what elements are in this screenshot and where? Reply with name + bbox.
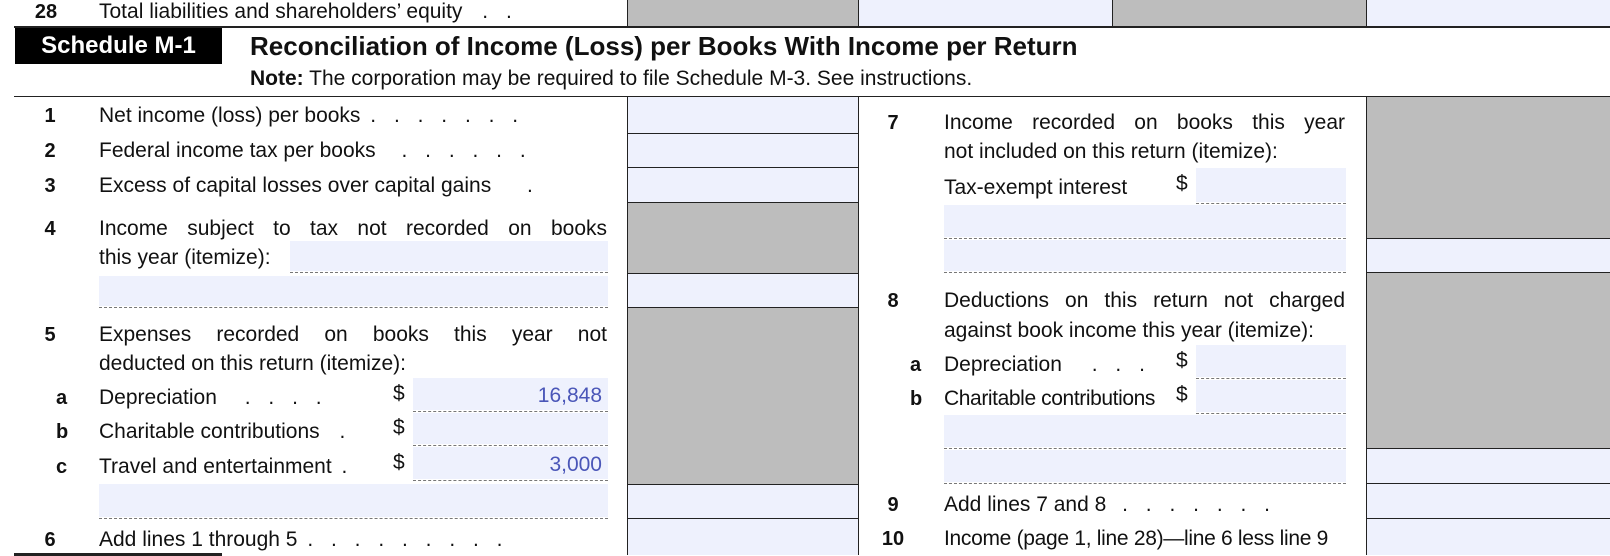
line-1-label: Net income (loss) per books . . . . . . .: [99, 104, 525, 127]
line-5-label-1: Expenses recorded on books this year not: [99, 323, 607, 346]
line-7-itemize-field-1[interactable]: [944, 205, 1346, 237]
line-3-amount[interactable]: [628, 168, 858, 202]
line-9-amount[interactable]: [1367, 484, 1610, 518]
line-5-shaded: [628, 308, 858, 484]
line-5a-letter: a: [56, 387, 68, 409]
line-2-amount[interactable]: [628, 134, 858, 167]
line-5-number: 5: [44, 324, 56, 346]
line-8b-label: Charitable contributions: [944, 387, 1156, 410]
line-28-field-1[interactable]: [859, 0, 1112, 26]
line-7-label-1: Income recorded on books this year: [944, 111, 1345, 134]
line-4-itemize-field-2[interactable]: [99, 276, 608, 306]
line-3-number: 3: [44, 175, 56, 197]
line-7-dollar: $: [1176, 172, 1188, 195]
line-4-label-2: this year (itemize):: [99, 246, 271, 269]
line-28-label: Total liabilities and shareholders’ equity . .: [99, 0, 518, 23]
line-4-label-1: Income subject to tax not recorded on books: [99, 217, 607, 240]
line-5b-field[interactable]: [413, 413, 608, 444]
schedule-title: Reconciliation of Income (Loss) per Books With Income per Return: [250, 31, 1078, 61]
schedule-badge: Schedule M-1: [15, 28, 222, 64]
line-8b-dollar: $: [1176, 383, 1188, 406]
line-5b-label: Charitable contributions .: [99, 420, 352, 443]
line-8-number: 8: [887, 290, 899, 312]
line-8-itemize-field-1[interactable]: [944, 415, 1346, 447]
line-7-sub-label: Tax-exempt interest: [944, 176, 1128, 199]
line-8a-label: Depreciation . . .: [944, 353, 1151, 376]
line-7-itemize-field-2[interactable]: [944, 240, 1346, 271]
line-4-shaded: [628, 203, 858, 273]
line-2-number: 2: [44, 140, 56, 162]
line-8-label-1: Deductions on this return not charged: [944, 289, 1345, 312]
line-9-label: Add lines 7 and 8 . . . . . . .: [944, 493, 1276, 516]
line-5c-dollar: $: [393, 451, 405, 474]
line-7-number: 7: [887, 112, 899, 134]
line-6-label: Add lines 1 through 5 . . . . . . . . .: [99, 528, 509, 551]
line-8a-letter: a: [910, 354, 922, 376]
line-28-number: 28: [34, 1, 58, 23]
line-3-label: Excess of capital losses over capital gains .: [99, 174, 539, 197]
line-4-number: 4: [44, 218, 56, 240]
line-8-amount[interactable]: [1367, 449, 1610, 483]
line-10-number: 10: [881, 528, 905, 550]
line-8-shaded: [1367, 273, 1610, 448]
line-5c-value: 3,000: [549, 453, 602, 476]
line-5a-value: 16,848: [537, 384, 602, 407]
line-4-amount[interactable]: [628, 274, 858, 307]
line-1-number: 1: [44, 105, 56, 127]
line-7-amount[interactable]: [1367, 239, 1610, 272]
line-9-number: 9: [887, 494, 899, 516]
line-4-itemize-field-1[interactable]: [290, 241, 608, 271]
line-28-shaded-cell-2: [1113, 0, 1366, 26]
line-28-shaded-cell: [628, 0, 858, 26]
line-6-number: 6: [44, 529, 56, 551]
line-1-amount[interactable]: [628, 97, 858, 133]
line-5c-letter: c: [56, 456, 68, 478]
line-6-amount[interactable]: [628, 519, 858, 555]
line-2-label: Federal income tax per books . . . . . .: [99, 139, 532, 162]
line-8-label-2: against book income this year (itemize):: [944, 319, 1314, 342]
line-8b-field[interactable]: [1196, 380, 1346, 412]
line-5a-label: Depreciation . . . .: [99, 386, 328, 409]
line-8b-letter: b: [910, 388, 923, 410]
line-5b-letter: b: [56, 421, 69, 443]
line-7-shaded: [1367, 97, 1610, 238]
line-28-field-2[interactable]: [1367, 0, 1610, 26]
line-5a-dollar: $: [393, 382, 405, 405]
line-10-amount[interactable]: [1367, 519, 1610, 555]
line-8a-field[interactable]: [1196, 345, 1346, 377]
line-8-itemize-field-2[interactable]: [944, 450, 1346, 482]
line-5-amount[interactable]: [628, 485, 858, 518]
line-5-itemize-field[interactable]: [99, 484, 608, 517]
line-7-tax-exempt-field[interactable]: [1196, 168, 1346, 202]
line-5c-label: Travel and entertainment .: [99, 455, 354, 478]
line-5-label-2: deducted on this return (itemize):: [99, 352, 406, 375]
line-7-label-2: not included on this return (itemize):: [944, 140, 1278, 163]
line-5b-dollar: $: [393, 416, 405, 439]
line-10-label: Income (page 1, line 28)—line 6 less line 9: [944, 527, 1328, 550]
line-8a-dollar: $: [1176, 349, 1188, 372]
schedule-note: Note: The corporation may be required to file Schedule M-3. See instructions.: [250, 67, 973, 90]
